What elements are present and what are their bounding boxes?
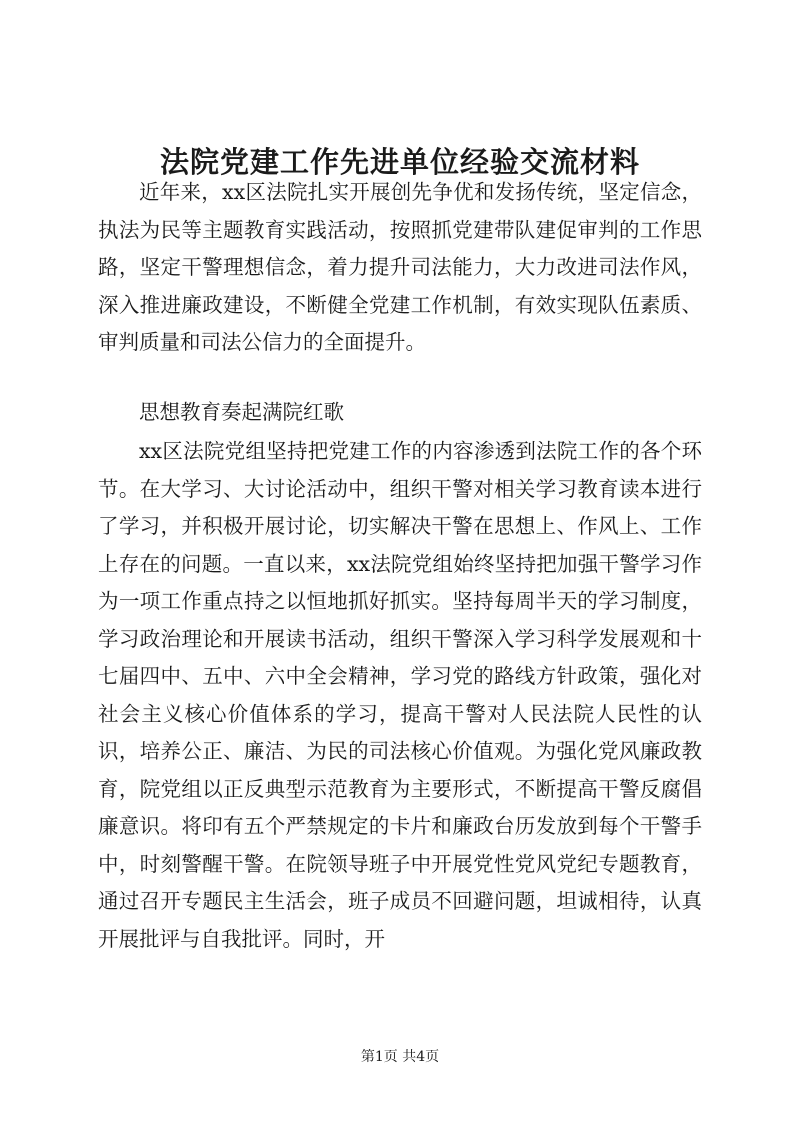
intro-paragraph-block: [98, 174, 702, 362]
body-paragraph: xx区法院党组坚持把党建工作的内容渗透到法院工作的各个环节。在大学习、大讨论活动中，组织干警对相关学习教育读本进行了学习，并积极开展讨论，切实解决干警在思想上、作风上、工作上存在的问题。一直以来，xx法院党组始终坚持把加强干警学习作为一项工作重点持之以恒地抓好抓实。坚持每周半天的学习制度，学习政治理论和开展读书活动，组织干警深入学习科学发展观和十七届四中、五中、六中全会精神，学习党的路线方针政策，强化对社会主义核心价值体系的学习，提高干警对人民法院人民性的认识，培养公正、廉洁、为民的司法核心价值观。为强化党风廉政教育，院党组以正反典型示范教育为主要形式，不断提高干警反腐倡廉意识。将印有五个严禁规定的卡片和廉政台历发放到每个干警手中，时刻警醒干警。在院领导班子中开展党性党风党纪专题教育，通过召开专题民主生活会，班子成员不回避问题，坦诚相待，认真开展批评与自我批评。同时，开: [98, 439, 702, 951]
document-title: 法院党建工作先进单位经验交流材料: [159, 145, 640, 179]
page-indicator: 第1页 共4页: [360, 1049, 440, 1065]
section-heading: 思想教育奏起满院红歌: [139, 400, 344, 424]
body-paragraph-block: [98, 433, 702, 958]
intro-paragraph: 近年来，xx区法院扎实开展创先争优和发扬传统，坚定信念，执法为民等主题教育实践活动，按照抓党建带队建促审判的工作思路，坚定干警理想信念，着力提升司法能力，大力改进司法作风，深入推进廉政建设，不断健全党建工作机制，有效实现队伍素质、审判质量和司法公信力的全面提升。: [98, 180, 702, 354]
